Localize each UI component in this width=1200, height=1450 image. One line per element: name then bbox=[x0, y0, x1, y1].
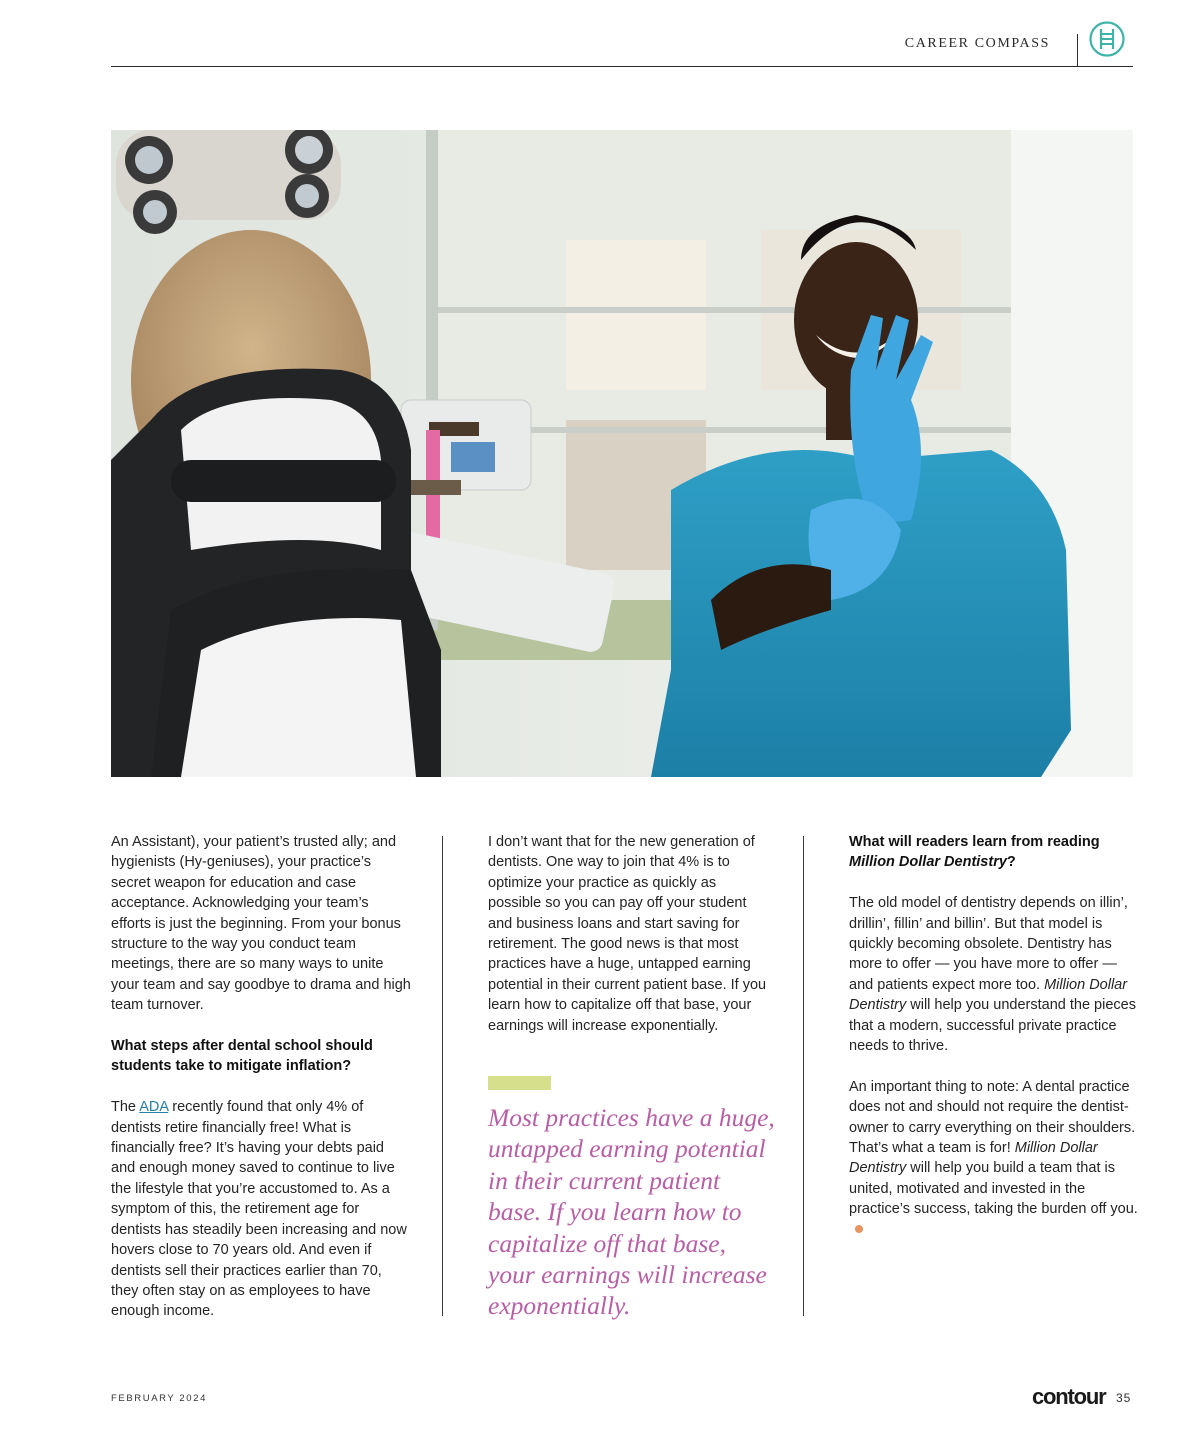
subheading bbox=[111, 1036, 411, 1077]
issue-date: FEBRUARY 2024 bbox=[111, 1393, 207, 1404]
subheading-text: What steps after dental school should students take to mitigate inflation? bbox=[111, 1038, 373, 1075]
subheading-text: ? bbox=[1006, 854, 1016, 871]
page-number: 35 bbox=[1116, 1391, 1132, 1405]
header-divider bbox=[1077, 34, 1078, 66]
body-paragraph bbox=[111, 1097, 411, 1321]
subheading bbox=[849, 832, 1139, 873]
book-title: Million Dollar Dentistry bbox=[849, 1140, 1098, 1177]
ada-link[interactable]: ADA bbox=[139, 1099, 169, 1116]
paragraph-text: The old model of dentistry depends on illin’, drillin’, fillin’ and billin’. But that model is quickly becoming obsolete. Dentistry has more to offer — you have more to offer — and patients expect more too. bbox=[849, 895, 1128, 993]
column-divider bbox=[442, 836, 443, 1316]
article-column-1 bbox=[111, 832, 411, 1322]
body-paragraph: An Assistant), your patient’s trusted ally; and hygienists (Hy-geniuses), your practice’s secret weapon for education and case acceptance. Acknowledging your team’s efforts is just the beginning. From your bonus structure to the way you conduct team meetings, there are so many ways to unite your team and say goodbye to drama and high team turnover. bbox=[111, 834, 411, 1014]
pull-quote-accent-bar bbox=[488, 1076, 551, 1090]
end-mark-dot-icon bbox=[855, 1225, 863, 1233]
body-paragraph bbox=[849, 1077, 1139, 1240]
magazine-logo: contour bbox=[1032, 1384, 1106, 1409]
book-title: Million Dollar Dentistry bbox=[849, 976, 1128, 1014]
section-title: CAREER COMPASS bbox=[904, 36, 1050, 51]
paragraph-text: An important thing to note: A dental practice does not and should not require the dentist-owner to carry everything on their shoulders. That’s what a team is for! bbox=[849, 1078, 1136, 1157]
paragraph-text: will help you understand the pieces that a modern, successful private practice needs to thrive. bbox=[849, 997, 1136, 1055]
body-paragraph bbox=[849, 893, 1139, 1056]
book-title: Million Dollar Dentistry bbox=[849, 854, 1007, 871]
ladder-circle-icon bbox=[1088, 20, 1126, 58]
subheading-text: What will readers learn from reading bbox=[849, 834, 1100, 850]
article-column-2 bbox=[488, 832, 773, 1036]
header-rule bbox=[111, 66, 1133, 67]
column-divider bbox=[803, 836, 804, 1316]
body-paragraph: I don’t want that for the new generation of dentists. One way to join that 4% is to optimize your practice as quickly as possible so you can pay off your student and business loans and start saving for retirement. The good news is that most practices have a huge, untapped earning potential in their current patient base. If you learn how to capitalize off that base, your earnings will increase exponentially. bbox=[488, 834, 767, 1034]
paragraph-text: will help you build a team that is united, motivated and invested in the practice’s success, taking the burden off you. bbox=[849, 1160, 1138, 1218]
dentist-with-patient-photo bbox=[111, 130, 1133, 777]
paragraph-text: The bbox=[111, 1099, 140, 1116]
paragraph-text: recently found that only 4% of dentists retire financially free! What is financially free? It’s having your debts paid and enough money saved to continue to live the lifestyle that you’re accustomed to. As a symptom of this, the retirement age for dentists has steadily been increasing and now hovers close to 70 years old. And even if dentists sell their practices earlier than 70, they often stay on as employees to have enough income. bbox=[111, 1099, 407, 1320]
pull-quote: Most practices have a huge, untapped earning potential in their current patient base. If you learn how to capitalize off that base, your earnings will increase exponentially. bbox=[488, 1103, 775, 1321]
article-column-3 bbox=[849, 832, 1139, 1240]
